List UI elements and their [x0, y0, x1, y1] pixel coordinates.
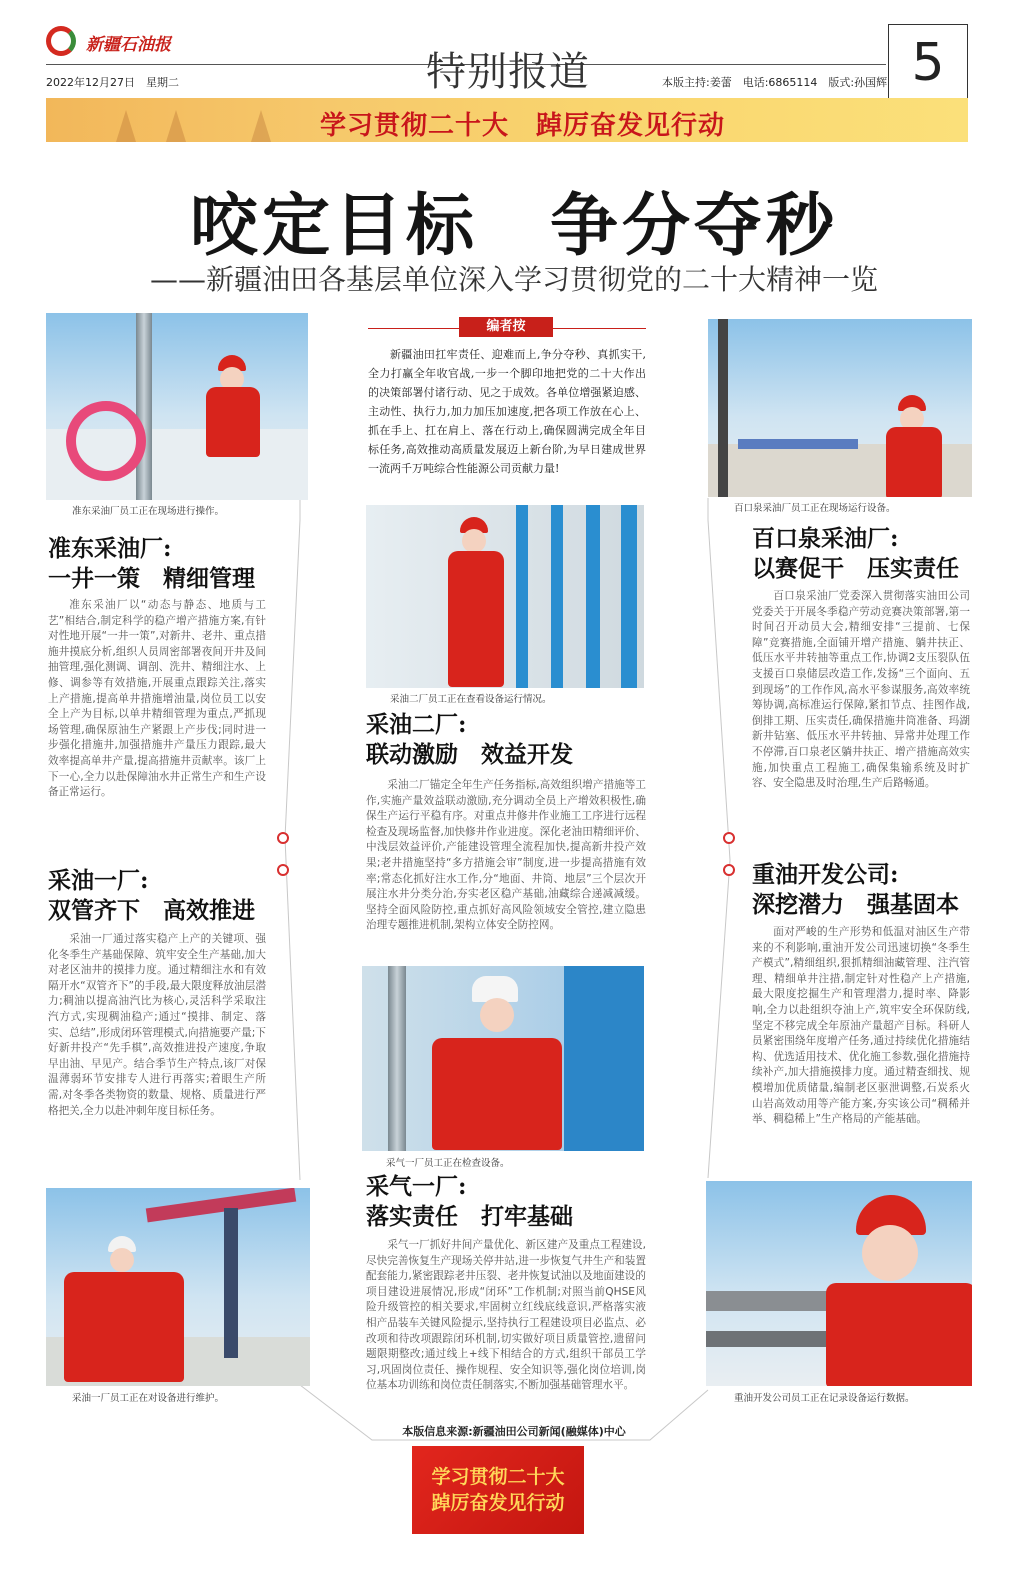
caiqi1-photo-caption: 采气一厂员工正在检查设备。 [386, 1158, 510, 1169]
caiqi1-body: 采气一厂抓好井间产量优化、新区建产及重点工程建设,尽快完善恢复生产现场关停井站,进一步恢复气井生产和装置配套能力,紧密跟踪老井压裂、老井恢复试油以及地面建设的项目建设进展情况,形成“闭环”工作机制;对照当前QHSE风险升级管控的相关要求,牢固树立红线底线意识,严格落实液相产品装车关键风险提示,坚持执行工程建设项目必监点、必改项和待改项跟踪闭环机制,切实做好项目质量管控,遗留问题限期整改;通过线上+线下相结合的方式,组织干部员工学习,巩固岗位责任、操作规程、安全知识等,强化岗位培训,岗位基本功训练和岗位责任制落实,不断加强基础管理水平。 [366, 1239, 646, 1392]
baikouquan-title-line2: 以赛促干 压实责任 [752, 555, 959, 582]
caiyou1-body: 采油一厂通过落实稳产上产的关键项、强化冬季生产基础保障、筑牢安全生产基础,加大对老区油井的摸排力度。通过精细注水和有效隔开水“双管齐下”的手段,最大限度释放油层潜力;稠油以提高油汽比为核心,灵活科学采取注汽方式,实现稠油稳产;通过“摸排、制定、落实、总结”,形成闭环管理模式,向措施要产量;下好新井投产“先手棋”,高效推进投产速度,争取早出油、早见产。结合季节生产特点,该厂对保温薄弱环节安排专人进行再落实;着眼生产所需,对冬季各类物资的数量、规格、质量进行严格把关,全力以赴冲刺年度目标任务。 [48, 933, 266, 1117]
caiyou1-photo [46, 1188, 310, 1386]
valve-wheel-icon [66, 401, 146, 481]
zhongyou-title-line2: 深挖潜力 强基固本 [752, 891, 959, 918]
decorative-dot [723, 832, 735, 844]
section-title: 特别报道 [426, 49, 590, 95]
zhundong-body: 准东采油厂以“动态与静态、地质与工艺”相结合,制定科学的稳产增产措施方案,有针对性地开展“一井一策”,对新井、老井、重点措施井摸底分析,组织人员周密部署夜间开井及间抽管理,强化测调、调剖、洗井、精细注水、上修、调参等有效措施,开展重点跟踪关注,落实上产措施,提高单井措施增油量,岗位员工以安全上产为目标,以单井精细管理为重点,严抓现场管理,确保原油生产紧跟上产步伐;同时进一步强化措施井,加强措施井产量压力跟踪,最大效率提高单井产量,提高措施井贡献率。该厂上下一心,全力以赴保障油水井正常生产和生产设备正常运行。 [48, 599, 266, 799]
decorative-dot [277, 832, 289, 844]
banner-text: 学习贯彻二十大 踔厉奋发见行动 [320, 111, 726, 141]
caiyou2-title-line2: 联动激励 效益开发 [366, 741, 573, 768]
main-headline: 咬定目标 争分夺秒 [189, 187, 838, 266]
zhundong-title-line1: 准东采油厂: [48, 535, 172, 562]
stamp-line1: 学习贯彻二十大 [431, 1466, 565, 1488]
caiqi1-title-line2: 落实责任 打牢基础 [366, 1203, 573, 1230]
zhongyou-body: 面对严峻的生产形势和低温对油区生产带来的不利影响,重油开发公司迅速切换“冬季生产模式”,精细组织,狠抓精细油藏管理、注汽管理、精细单井注措,制定针对性稳产上产措施,最大限度挖掘生产和管理潜力,提时率、降影响,全力以赴组织夺油上产,筑牢安全环保防线,坚定不移完成全年原油产量超产目标。科研人员紧密围绕年度增产任务,通过持续优化措施结构、优选适用技术、优化施工参数,强化措施持续补产,加大措施摸排力度。通过精查细找、规模增加优质储量,编制老区驱泄调整,石炭系火山岩高效动用等产能方案,夯实该公司“稠稀并举、稠稳稀上”生产格局的产能基础。 [752, 926, 970, 1126]
staff-credits: 本版主持:姜蕾 电话:6865114 版式:孙国辉 [662, 76, 888, 89]
caiyou1-title-line1: 采油一厂: [48, 867, 149, 894]
derrick-icon [116, 110, 136, 142]
pumpjack-icon [146, 1188, 296, 1222]
caiyou2-photo-caption: 采油二厂员工正在查看设备运行情况。 [390, 694, 552, 705]
baikouquan-photo [708, 319, 972, 497]
logo-ring-icon [46, 26, 76, 56]
zhundong-title [48, 534, 255, 594]
zhundong-title-line2: 一井一策 精细管理 [48, 565, 255, 592]
paper-name: 新疆石油报 [86, 35, 171, 55]
caiqi1-title [366, 1172, 573, 1232]
derrick-icon [251, 110, 271, 142]
zhongyou-photo [706, 1181, 972, 1386]
baikouquan-title [752, 524, 959, 584]
equipment-panel [564, 966, 644, 1151]
caiyou2-body: 采油二厂锚定全年生产任务指标,高效组织增产措施等工作,实施产量效益联动激励,充分调动全员上产增效积极性,确保生产运行平稳有序。对重点井修井作业施工工序进行远程检查及现场监督,加快修井作业进度。深化老油田精细评价、中浅层效益评价,产能建设管理全流程加快,提高新井投产效果;老井措施坚持“多方措施会审”制度,进一步提高措施有效率;常态化抓好注水工作,分“地面、井筒、地层”三个层次开展注水井分类分治,夯实老区稳产基础,油藏综合递减减缓。坚持全面风险防控,重点抓好高风险领域安全管控,建立隐患治理专题推进机制,架构立体安全防控网。 [366, 779, 646, 932]
decorative-dot [723, 864, 735, 876]
baikouquan-title-line1: 百口泉采油厂: [752, 525, 899, 552]
editor-note-text: 新疆油田扛牢责任、迎难而上,争分夺秒、真抓实干,全力打赢全年收官战,一步一个脚印地把党的二十大作出的决策部署付诸行动、见之于成效。各单位增强紧迫感、主动性、执行力,加力加压加速度,把各项工作放在心上、抓在手上、扛在肩上、落在行动上,确保圆满完成全年目标任务,高效推动高质量发展迈上新台阶,为早日建成世界一流两千万吨综合性能源公司贡献力量! [368, 348, 646, 475]
zhundong-photo-caption: 准东采油厂员工正在现场进行操作。 [72, 506, 225, 517]
zhongyou-title-line1: 重油开发公司: [752, 861, 899, 888]
theme-banner [46, 98, 968, 142]
baikouquan-body: 百口泉采油厂党委深入贯彻落实油田公司党委关于开展冬季稳产劳动竞赛决策部署,第一时间召开动员大会,精细安排“三提前、七保障”竞赛措施,全面铺开增产措施、躺井扶正、低压水平井转抽等重点工作,协调2支压裂队伍支援百口泉储层改造工作,发扬“三个面向、五到现场”的工作作风,高水平参谋服务,高效率统筹协调,高标准运行保障,紧扣节点、挂图作战,倒排工期、压实责任,确保措施井筒准备、玛湖新井钻塞、低压水平井转抽、异常井处理工作不停滞,百口泉老区躺井扶正、增产措施高效实施,加快重点工程施工,确保集输系统及时扩容、安全隐患及时治理,生产后路畅通。 [752, 590, 970, 790]
caiyou1-photo-caption: 采油一厂员工正在对设备进行维护。 [72, 1393, 225, 1404]
page-source: 本版信息来源:新疆油田公司新闻(融媒体)中心 [402, 1425, 626, 1438]
caiqi1-title-line1: 采气一厂: [366, 1173, 467, 1200]
caiyou2-photo [366, 505, 644, 688]
zhongyou-title [752, 860, 959, 920]
caiqi1-photo [362, 966, 644, 1151]
newspaper-logo [46, 24, 186, 62]
sub-headline: ——新疆油田各基层单位深入学习贯彻党的二十大精神一览 [149, 263, 878, 296]
stamp-line2: 踔厉奋发见行动 [431, 1492, 565, 1514]
caiyou2-title [366, 710, 573, 770]
caiyou1-title-line2: 双管齐下 高效推进 [48, 897, 255, 924]
page-number: 5 [888, 24, 968, 102]
decorative-dot [277, 864, 289, 876]
issue-date: 2022年12月27日 星期二 [46, 76, 179, 89]
caiyou1-title [48, 866, 255, 926]
zhongyou-photo-caption: 重油开发公司员工正在记录设备运行数据。 [734, 1393, 915, 1404]
zhundong-photo [46, 313, 308, 500]
caiyou2-title-line1: 采油二厂: [366, 711, 467, 738]
baikouquan-photo-caption: 百口泉采油厂员工正在现场运行设备。 [734, 503, 896, 514]
editor-note-tag: 编者按 [459, 317, 553, 337]
derrick-icon [166, 110, 186, 142]
theme-stamp [412, 1446, 584, 1534]
